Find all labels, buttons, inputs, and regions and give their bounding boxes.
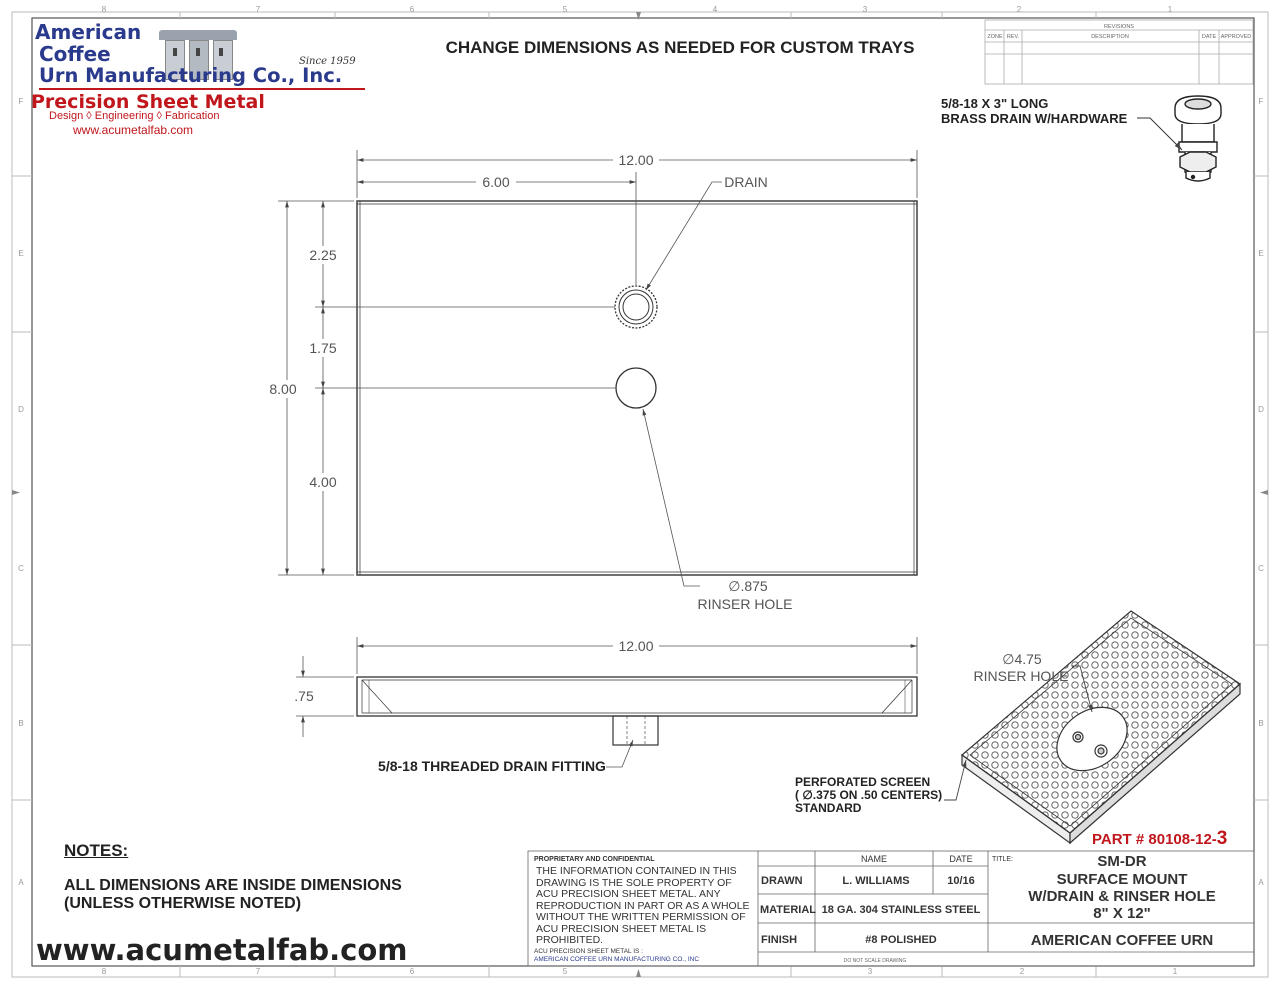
dim-a-label: 2.25 [309,247,337,263]
zone-col-3-bottom: 3 [867,967,873,976]
drain-fitting-side [613,716,658,745]
drain-label: DRAIN [724,174,768,190]
logo-line1: American [35,20,142,44]
drawn-date: 10/16 [947,875,975,887]
zone-row-f-right: F [1258,97,1264,106]
rev-header-zone: ZONE [987,34,1003,40]
rinser-leader [643,409,700,586]
drain-mid-ring [619,290,653,324]
logo-services: Design ◊ Engineering ◊ Fabrication [49,110,220,122]
dim-c-label: 4.00 [309,474,337,490]
center-mark-bottom [636,969,641,977]
iso-rinser-label: RINSER HOLE [973,668,1069,684]
zone-col-2-bottom: 2 [1019,967,1025,976]
zone-col-2-top: 2 [1016,5,1022,14]
brass-drain-line2: BRASS DRAIN W/HARDWARE [941,111,1128,126]
zone-row-b-right: B [1258,719,1264,728]
prop-title: PROPRIETARY AND CONFIDENTIAL [534,856,655,863]
notes-title: NOTES: [64,841,129,860]
part-number: PART # 80108-12-3 [1092,828,1228,849]
zone-col-1-bottom: 1 [1172,967,1178,976]
prop-footer1: ACU PRECISION SHEET METAL IS : [534,948,643,955]
no-scale-note: DO NOT SCALE DRAWING [843,958,907,964]
drain-fitting-label: 5/8-18 THREADED DRAIN FITTING [378,758,606,774]
company-logo [31,18,371,140]
material-label: MATERIAL [760,904,817,916]
finish-label: FINISH [761,934,798,946]
logo-tagline: Precision Sheet Metal [31,91,265,113]
rev-header-rev: REV. [1006,34,1020,40]
center-mark-right [1260,490,1268,495]
perf-screen-line1: PERFORATED SCREEN [795,775,931,789]
depth-label: .75 [294,688,314,704]
notes-line1: ALL DIMENSIONS ARE INSIDE DIMENSIONS [64,877,402,894]
zone-col-5-bottom: 5 [562,967,568,976]
side-width-label: 12.00 [618,638,654,654]
overall-height-label: 8.00 [269,381,297,397]
zone-row-f-left: F [18,97,24,106]
rev-header-description: DESCRIPTION [1091,34,1129,40]
zone-col-1-top: 1 [1167,5,1173,14]
drain-outer-ring [615,286,657,328]
rinser-hole-top [616,368,656,408]
side-view [357,677,917,745]
overall-width-label: 12.00 [618,152,654,168]
zone-row-e-right: E [1258,249,1264,258]
iso-rinser-dia: ∅4.75 [1002,651,1042,667]
zone-row-d-left: D [18,405,24,414]
name-header: NAME [860,854,888,864]
perf-screen-line3: STANDARD [795,801,862,815]
drain-leader [646,182,722,290]
title-line2: SURFACE MOUNT [1056,871,1188,888]
zone-row-e-left: E [18,249,24,258]
dim-b-label: 1.75 [309,340,337,356]
revisions-title: REVISIONS [1104,24,1134,30]
tray-outline-side [357,677,917,716]
prop-footer2: AMERICAN COFFEE URN MANUFACTURING CO., INC [534,956,700,963]
logo-line2: Coffee [39,42,111,66]
center-mark-top [636,12,641,20]
zone-col-7-top: 7 [255,5,261,14]
center-mark-left [12,490,20,495]
website-link[interactable]: www.acumetalfab.com [36,933,408,967]
custom-tray-instruction: CHANGE DIMENSIONS AS NEEDED FOR CUSTOM TRAYS [445,38,915,57]
fitting-leader [606,740,633,767]
rev-header-date: DATE [1201,34,1217,40]
title-label: TITLE: [992,856,1014,863]
drain-inner-ring [623,294,649,320]
zone-row-a-right: A [1258,878,1264,887]
zone-col-8-bottom: 8 [101,967,107,976]
brass-drain-leader [1137,118,1182,150]
drain-offset-label: 6.00 [482,174,510,190]
brass-drain-illustration [1175,96,1221,181]
date-header: DATE [949,854,973,864]
logo-url[interactable]: www.acumetalfab.com [73,123,194,137]
perf-screen-line2: ( ∅.375 ON .50 CENTERS) [795,788,943,802]
zone-row-a-left: A [18,878,24,887]
zone-row-c-right: C [1258,564,1264,573]
title-line4: 8" X 12" [1093,905,1151,922]
drawn-name: L. WILLIAMS [842,875,910,887]
zone-row-c-left: C [18,564,24,573]
zone-col-3-top: 3 [862,5,868,14]
zone-col-8-top: 8 [101,5,107,14]
rinser-hole-label: RINSER HOLE [697,596,793,612]
company-name: AMERICAN COFFEE URN [1030,932,1214,949]
logo-line3: Urn Manufacturing Co., Inc. [39,64,343,87]
zone-col-6-bottom: 6 [409,967,415,976]
rev-header-approved: APPROVED [1220,34,1252,40]
brass-drain-line1: 5/8-18 X 3" LONG [941,96,1049,111]
prop-text: THE INFORMATION CONTAINED IN THIS DRAWING IS THE SOLE PROPERTY OF ACU PRECISION SHEET METAL. ANY REPRODUCTION IN PART OR AS A WHOLE WITHOUT THE WRITTEN PERMISSION OF ACU PRECISION SHEET METAL IS PROHIBITED. [536,865,750,946]
logo-underline [39,88,365,90]
part-number-suffix: 3 [1216,828,1228,849]
logo-since: Since 1959 [299,56,356,67]
zone-row-b-left: B [18,719,24,728]
drawn-label: DRAWN [761,875,803,887]
zone-col-7-bottom: 7 [255,967,261,976]
title-line1: SM-DR [1097,853,1147,870]
iso-tray-view [962,611,1240,843]
zone-col-4-top: 4 [712,5,718,14]
material-value: 18 GA. 304 STAINLESS STEEL [821,904,981,916]
finish-value: #8 POLISHED [865,934,937,946]
notes-line2: (UNLESS OTHERWISE NOTED) [64,895,302,912]
zone-col-5-top: 5 [562,5,568,14]
title-line3: W/DRAIN & RINSER HOLE [1028,888,1216,905]
zone-col-6-top: 6 [409,5,415,14]
rinser-dia-label: ∅.875 [728,578,768,594]
zone-row-d-right: D [1258,405,1264,414]
